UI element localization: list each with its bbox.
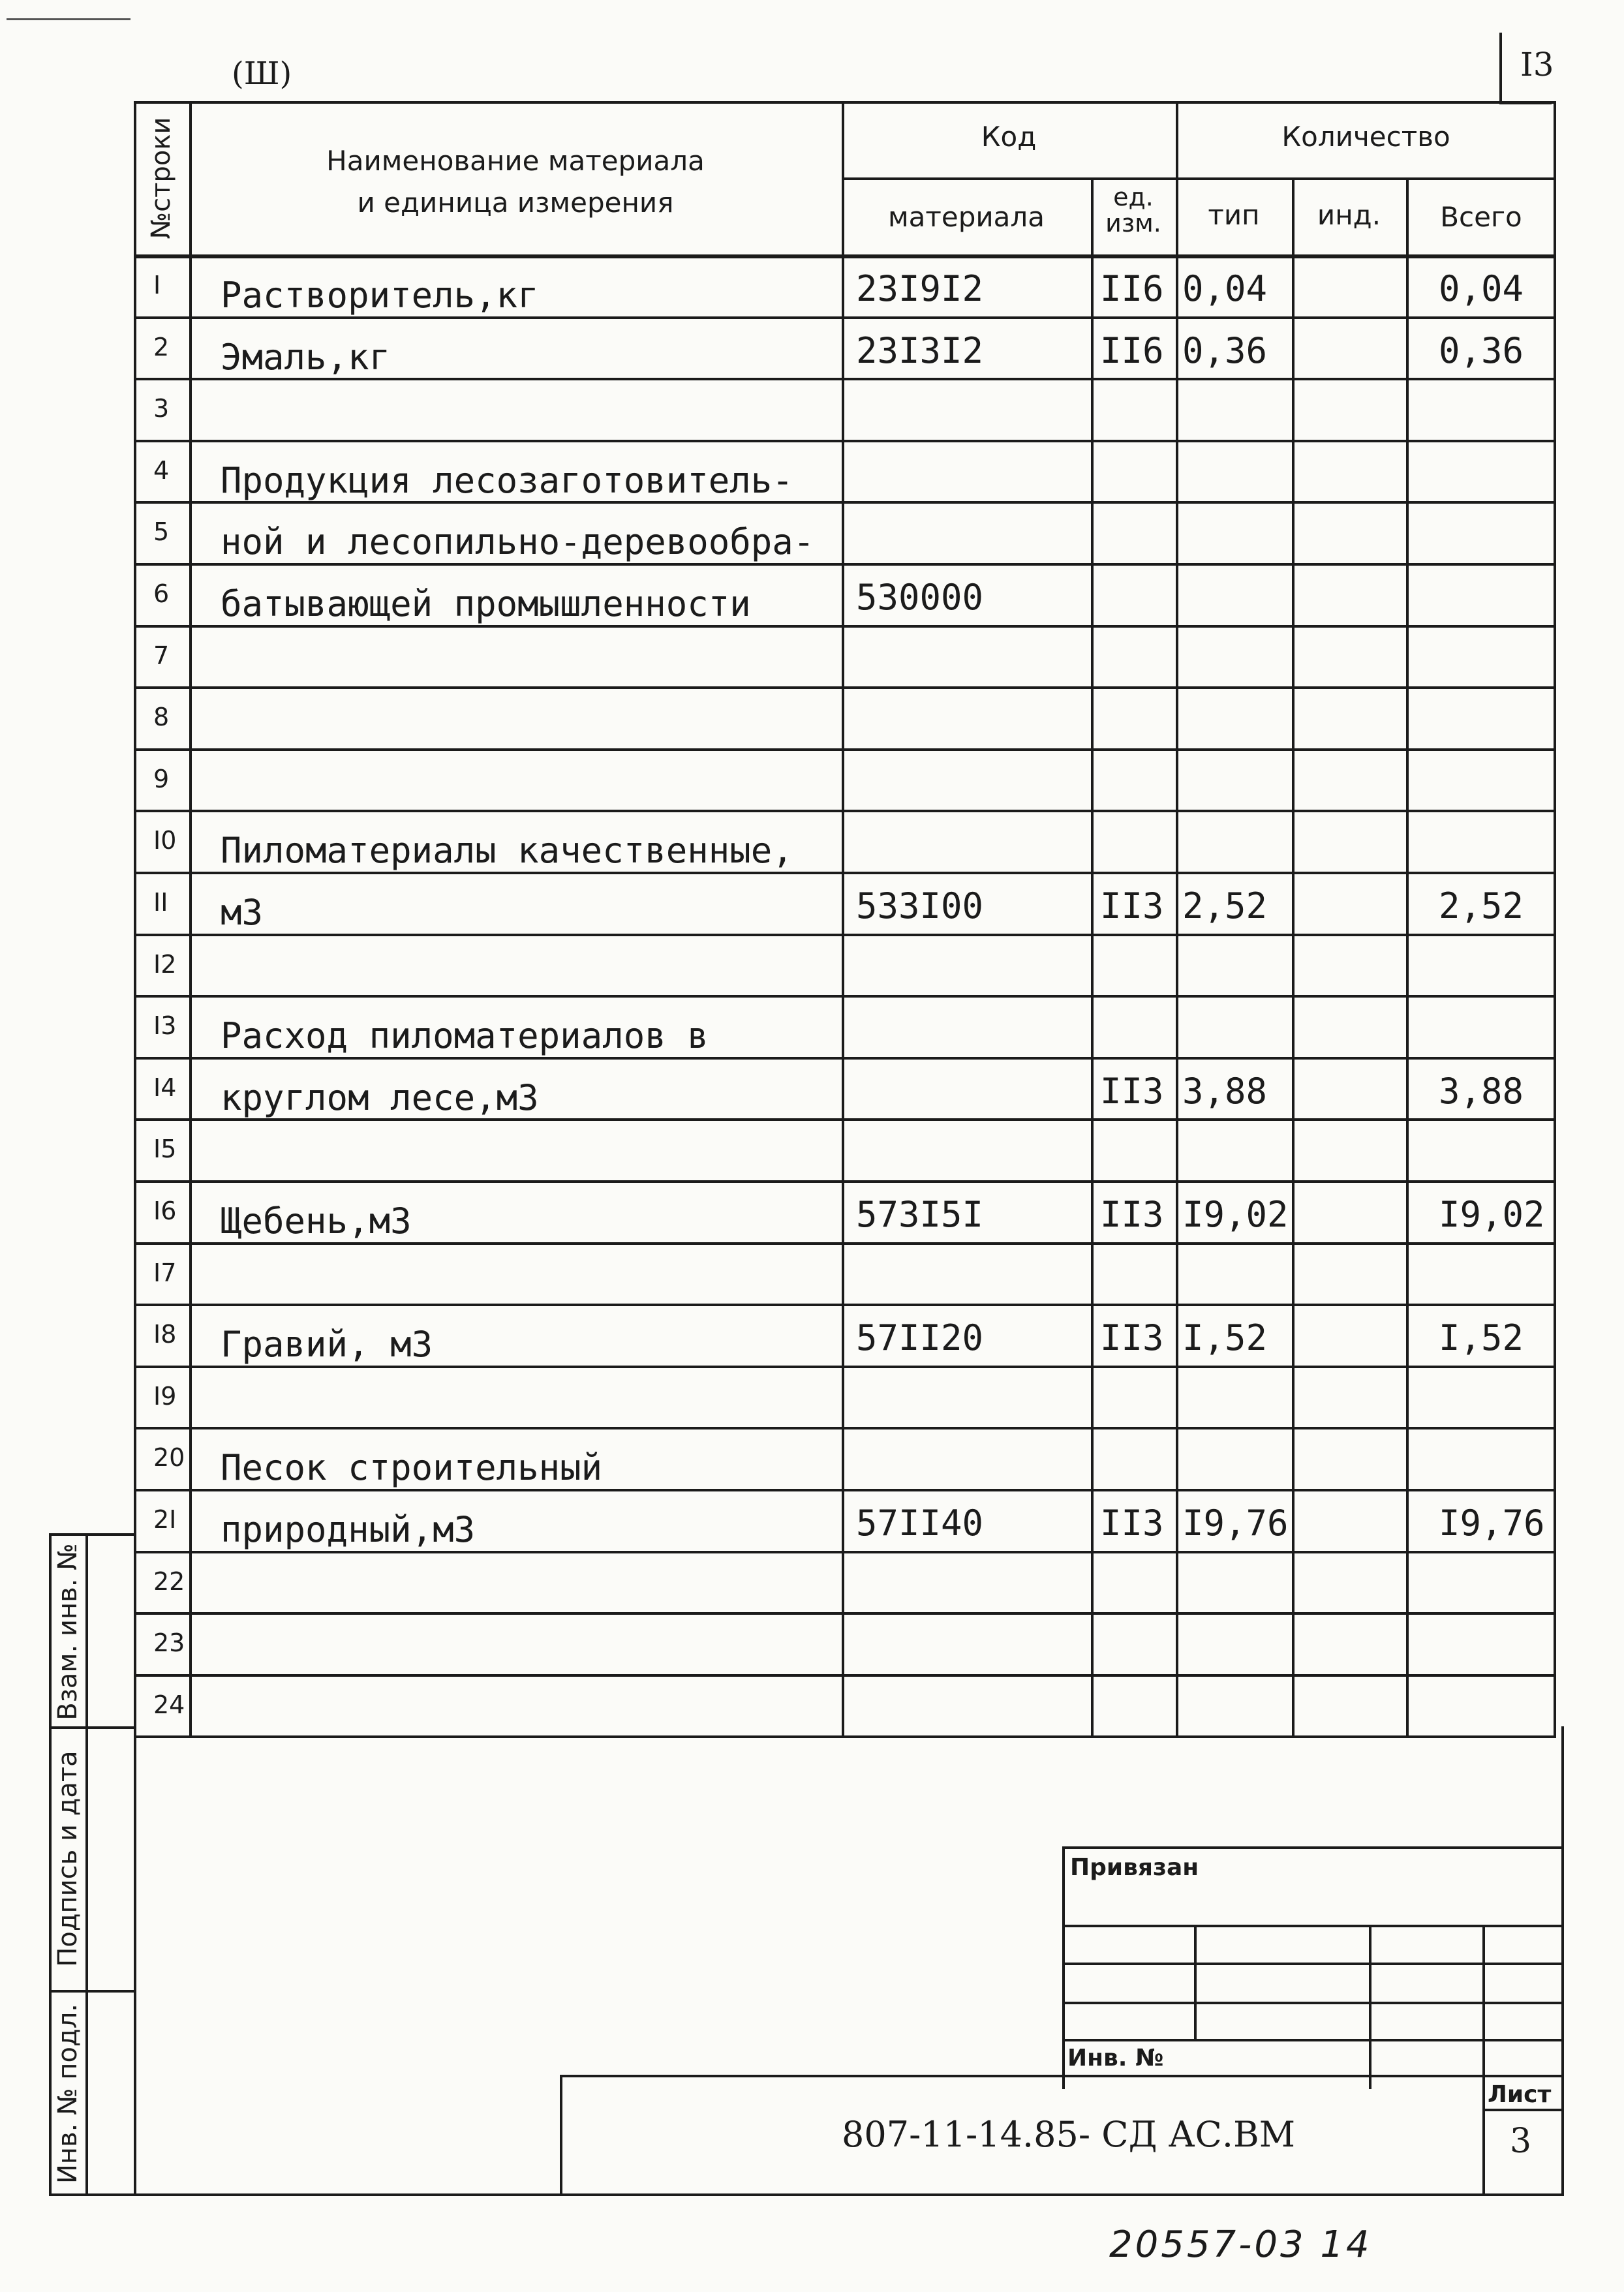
table-row-line [134, 625, 1556, 628]
header-bottom-line [134, 254, 1556, 258]
side-label-inv-podl: Инв. № подл. [53, 2004, 83, 2184]
table-row-number: I5 [153, 1135, 177, 1164]
header-code-group: Код [981, 121, 1037, 153]
table-row-line [134, 1366, 1556, 1368]
table-cell-qty-type: I9,02 [1182, 1194, 1289, 1235]
table-row-number: I9 [153, 1381, 177, 1411]
stamp-line-3 [1062, 2002, 1564, 2004]
table-row-line [134, 748, 1556, 751]
table-cell-code: 530000 [856, 577, 984, 618]
header-qty-ind: инд. [1317, 199, 1381, 231]
side-strip-divider [85, 1533, 88, 2196]
stamp-list-label: Лист [1488, 2081, 1552, 2108]
header-code-unit: ед. изм. [1105, 183, 1161, 237]
table-row-number: I8 [153, 1320, 177, 1349]
page-number-divider [1499, 33, 1502, 104]
table-row-line [134, 1242, 1556, 1245]
table-cell-name: ной и лесопильно-деревообра- [221, 521, 815, 563]
table-row-line [134, 995, 1556, 998]
table-row-number: 9 [153, 764, 170, 793]
table-row-number: I7 [153, 1258, 177, 1287]
table-row-number: 20 [153, 1443, 185, 1473]
table-cell-qty-total: 0,36 [1439, 329, 1524, 371]
table-cell-qty-type: I9,76 [1182, 1503, 1289, 1544]
table-row-number: I2 [153, 949, 177, 979]
table-col-line-5 [1292, 177, 1295, 1738]
table-cell-code: 23I3I2 [856, 329, 984, 371]
table-row-number: I6 [153, 1197, 177, 1225]
stamp-col-3 [1482, 1925, 1485, 2089]
table-cell-qty-total: I,52 [1439, 1317, 1524, 1359]
table-cell-qty-type: 2,52 [1182, 885, 1268, 926]
table-cell-qty-total: 3,88 [1439, 1070, 1524, 1112]
table-cell-code: 533I00 [856, 885, 984, 926]
table-cell-name: Щебень,м3 [221, 1200, 412, 1242]
table-row-number: I3 [153, 1011, 177, 1041]
table-row-number: 23 [153, 1628, 185, 1658]
table-cell-unit: II6 [1100, 268, 1164, 309]
stamp-col-1 [1194, 1925, 1197, 2041]
table-cell-name: круглом лесе,м3 [221, 1077, 539, 1118]
table-row-number: I0 [153, 826, 177, 855]
table-cell-name: Пиломатериалы качественные, [221, 830, 793, 872]
top-edge-mark [7, 18, 130, 20]
stamp-designation: 807-11-14.85- СД АС.ВМ [842, 2114, 1296, 2155]
table-cell-name: природный,м3 [221, 1509, 476, 1550]
table-cell-unit: II3 [1100, 885, 1164, 926]
table-cell-qty-total: 0,04 [1439, 268, 1524, 309]
table-cell-qty-total: I9,02 [1439, 1194, 1545, 1235]
stamp-col-2 [1369, 1925, 1371, 2089]
table-row-line [134, 872, 1556, 874]
stamp-inv-no-label: Инв. № [1067, 2045, 1164, 2071]
table-cell-name: Эмаль,кг [221, 336, 391, 378]
table-col-line-6 [1406, 177, 1409, 1738]
stamp-list-divider [1482, 2075, 1485, 2196]
table-row-line [134, 1551, 1556, 1553]
page-number: I3 [1520, 46, 1554, 84]
table-row-line [134, 1612, 1556, 1615]
table-row-number: 2 [153, 332, 170, 361]
table-row-line [134, 810, 1556, 812]
header-code-material: материала [887, 201, 1045, 233]
table-cell-name: Продукция лесозаготовитель- [221, 459, 793, 501]
table-cell-qty-type: 3,88 [1182, 1070, 1268, 1112]
table-cell-unit: II6 [1100, 329, 1164, 371]
table-cell-qty-type: 0,04 [1182, 268, 1268, 309]
bottom-note: 20557-03 14 [1109, 2223, 1372, 2266]
table-row-line [134, 563, 1556, 566]
header-name: Наименование материала и единица измерения [326, 145, 705, 219]
table-cell-name: Расход пиломатериалов в [221, 1015, 709, 1057]
stamp-line-1 [1062, 1925, 1564, 1927]
table-cell-name: Растворитель,кг [221, 275, 539, 316]
stamp-line-4 [1062, 2039, 1564, 2041]
table-row-line [134, 1304, 1556, 1306]
table-row-line [134, 378, 1556, 380]
table-cell-name: Песок строительный [221, 1447, 603, 1489]
table-row-number: 24 [153, 1690, 185, 1719]
table-cell-qty-total: I9,76 [1439, 1503, 1545, 1544]
table-row-number: 6 [153, 579, 170, 608]
table-cell-unit: II3 [1100, 1070, 1164, 1112]
page-mark: (Ш) [232, 55, 292, 92]
table-row-line [134, 1489, 1556, 1491]
table-row-number: 5 [153, 517, 170, 547]
table-cell-name: м3 [221, 892, 264, 933]
table-row-number: I [153, 271, 161, 299]
header-qty-group: Количество [1281, 121, 1450, 153]
table-col-line-1 [189, 101, 192, 1738]
table-cell-name: Гравий, м3 [221, 1324, 433, 1366]
table-cell-qty-total: 2,52 [1439, 885, 1524, 926]
table-row-line [134, 501, 1556, 504]
table-row-number: 3 [153, 394, 170, 423]
stamp-list-number: 3 [1510, 2122, 1532, 2161]
table-row-line [134, 1180, 1556, 1183]
table-col-line-3 [1091, 177, 1094, 1738]
table-cell-unit: II3 [1100, 1503, 1164, 1544]
header-row-no: №строки [146, 117, 176, 239]
table-col-line-2 [842, 101, 844, 1738]
table-row-number: 7 [153, 641, 170, 670]
table-cell-code: 57II40 [856, 1503, 984, 1544]
table-row-line [134, 1057, 1556, 1060]
header-mid-line-code [842, 177, 1556, 180]
table-row-line [134, 934, 1556, 936]
table-cell-qty-type: 0,36 [1182, 329, 1268, 371]
table-cell-unit: II3 [1100, 1317, 1164, 1359]
table-row-line [134, 1427, 1556, 1429]
table-col-line-4 [1176, 101, 1178, 1738]
table-row-number: 2I [153, 1505, 177, 1534]
table-row-line [134, 440, 1556, 442]
table-row-number: 8 [153, 703, 170, 732]
table-row-line [134, 1674, 1556, 1677]
table-row-line [134, 686, 1556, 689]
table-row-line [134, 1118, 1556, 1121]
table-row-number: I4 [153, 1073, 177, 1102]
table-cell-code: 573I5I [856, 1194, 984, 1235]
table-cell-qty-type: I,52 [1182, 1317, 1268, 1359]
table-cell-code: 23I9I2 [856, 268, 984, 309]
side-label-vzam: Взам. инв. № [53, 1543, 83, 1720]
header-qty-type: тип [1208, 199, 1260, 231]
stamp-privyazan-label: Привязан [1070, 1854, 1199, 1881]
side-label-podpis: Подпись и дата [53, 1750, 83, 1967]
header-qty-total: Всего [1440, 201, 1522, 233]
stamp-line-2 [1062, 1963, 1564, 1965]
table-cell-name: батывающей промышленности [221, 583, 751, 624]
table-row-line [134, 316, 1556, 319]
table-cell-code: 57II20 [856, 1317, 984, 1359]
stamp-list-line [1482, 2109, 1564, 2111]
table-row-number: II [153, 888, 168, 917]
table-cell-unit: II3 [1100, 1194, 1164, 1235]
table-row-number: 4 [153, 455, 170, 485]
table-row-number: 22 [153, 1566, 185, 1596]
